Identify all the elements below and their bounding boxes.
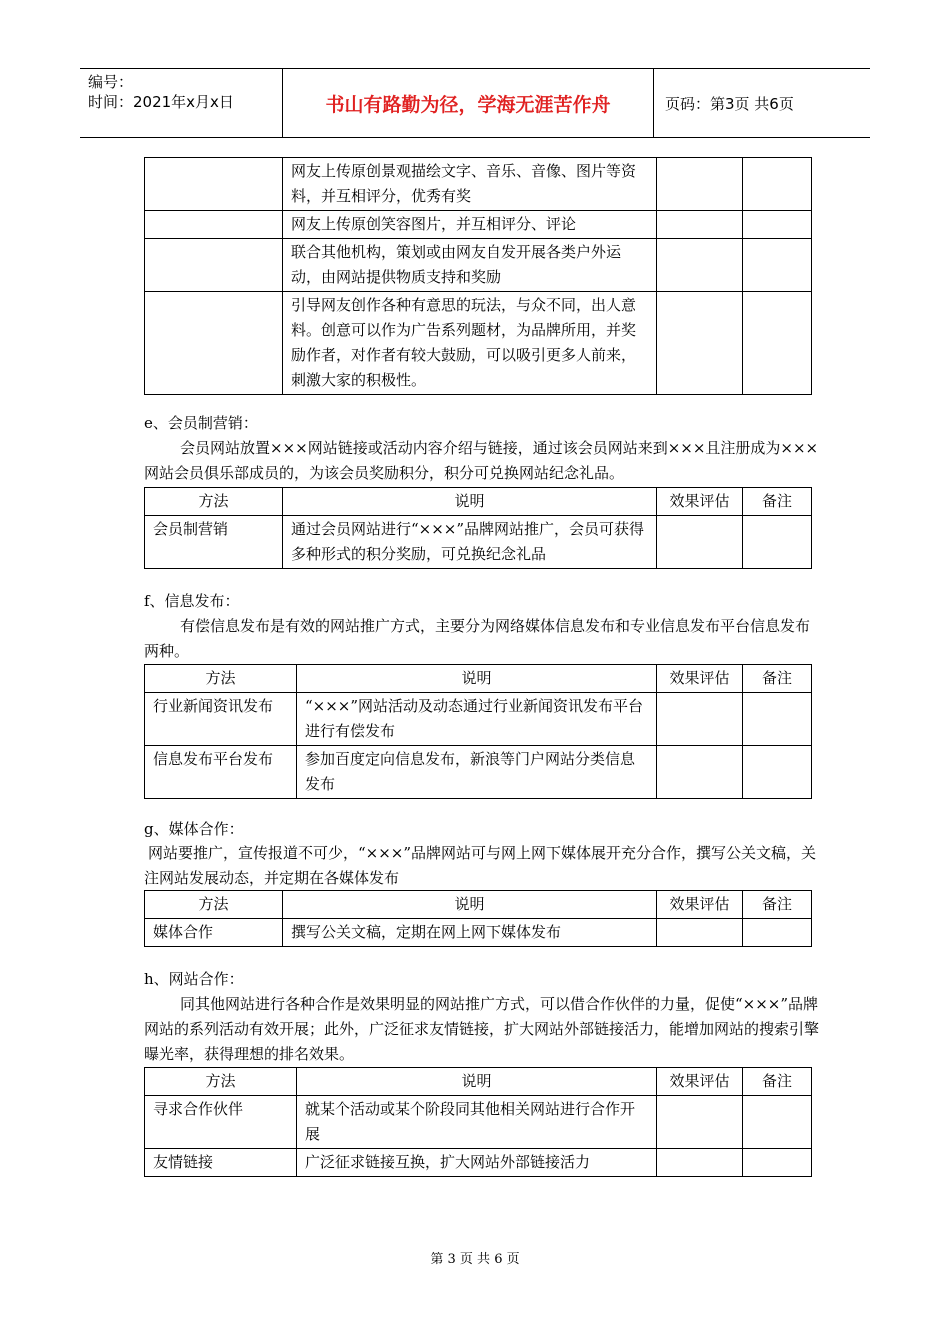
effect-cell: [657, 693, 743, 746]
method-cell: 寻求合作伙伴: [145, 1096, 297, 1149]
effect-cell: [657, 158, 743, 211]
note-cell: [743, 1096, 812, 1149]
table-header-row: [145, 1068, 812, 1096]
table-header-row: [145, 488, 812, 516]
desc-cell: 参加百度定向信息发布，新浪等门户网站分类信息发布: [297, 746, 657, 799]
table-header-row: [145, 891, 812, 919]
method-cell: 友情链接: [145, 1149, 297, 1177]
col-note: 备注: [743, 488, 812, 516]
col-effect: 效果评估: [657, 488, 743, 516]
col-note: 备注: [743, 1068, 812, 1096]
note-cell: [743, 1149, 812, 1177]
effect-cell: [657, 1149, 743, 1177]
table-g: [144, 890, 812, 947]
note-cell: [743, 158, 812, 211]
desc-cell: 网友上传原创笑容图片，并互相评分、评论: [283, 211, 657, 239]
desc-cell: 广泛征求链接互换，扩大网站外部链接活力: [297, 1149, 657, 1177]
method-cell: 会员制营销: [145, 516, 283, 569]
table-row: [145, 211, 812, 239]
header-page-number: 页码：第3页 共6页: [665, 94, 794, 113]
note-cell: [743, 292, 812, 395]
table-e: [144, 487, 812, 569]
desc-cell: 网友上传原创景观描绘文字、音乐、音像、图片等资料，并互相评分，优秀有奖: [283, 158, 657, 211]
method-cell: [145, 211, 283, 239]
desc-cell: “×××”网站活动及动态通过行业新闻资讯发布平台进行有偿发布: [297, 693, 657, 746]
table-row: [145, 1096, 812, 1149]
effect-cell: [657, 919, 743, 947]
col-method: 方法: [145, 488, 283, 516]
time-label: 时间：2021年x月x日: [88, 93, 234, 111]
table-row: [145, 1149, 812, 1177]
method-cell: [145, 292, 283, 395]
section-h-title: h、网站合作：: [144, 970, 244, 988]
note-cell: [743, 239, 812, 292]
desc-cell: 撰写公关文稿，定期在网上网下媒体发布: [283, 919, 657, 947]
effect-cell: [657, 292, 743, 395]
method-cell: [145, 158, 283, 211]
number-label: 编号：: [88, 73, 134, 91]
section-f-title: f、信息发布：: [144, 592, 240, 610]
note-cell: [743, 211, 812, 239]
method-cell: [145, 239, 283, 292]
table-row: [145, 292, 812, 395]
effect-cell: [657, 746, 743, 799]
section-e-title: e、会员制营销：: [144, 414, 258, 432]
col-method: 方法: [145, 1068, 297, 1096]
col-desc: 说明: [283, 891, 657, 919]
table-f: [144, 664, 812, 799]
note-cell: [743, 693, 812, 746]
note-cell: [743, 746, 812, 799]
col-desc: 说明: [297, 1068, 657, 1096]
table-header-row: [145, 665, 812, 693]
col-note: 备注: [743, 891, 812, 919]
table-row: [145, 746, 812, 799]
table-row: [145, 158, 812, 211]
note-cell: [743, 516, 812, 569]
desc-cell: 就某个活动或某个阶段同其他相关网站进行合作开展: [297, 1096, 657, 1149]
col-note: 备注: [743, 665, 812, 693]
method-cell: 信息发布平台发布: [145, 746, 297, 799]
header-motto: 书山有路勤为径，学海无涯苦作舟: [283, 69, 654, 137]
col-method: 方法: [145, 891, 283, 919]
col-method: 方法: [145, 665, 297, 693]
table-row: [145, 693, 812, 746]
note-cell: [743, 919, 812, 947]
section-g-text: 网站要推广，宣传报道不可少，“×××”品牌网站可与网上网下媒体展开充分合作，撰写公关文稿，关注网站发展动态，并定期在各媒体发布: [144, 844, 817, 887]
table-top: [144, 157, 812, 395]
col-desc: 说明: [297, 665, 657, 693]
section-h-text: 同其他网站进行各种合作是效果明显的网站推广方式，可以借合作伙伴的力量，促使“×××”品牌网站的系列活动有效开展；此外，广泛征求友情链接，扩大网站外部链接活力，能增加网站的搜索引擎曝光率，获得理想的排名效果。: [144, 995, 820, 1063]
page-footer: 第 3 页 共 6 页: [430, 1252, 520, 1267]
table-row: [145, 239, 812, 292]
table-h: [144, 1067, 812, 1177]
section-e-text: 会员网站放置×××网站链接或活动内容介绍与链接，通过该会员网站来到×××且注册成为×××网站会员俱乐部成员的，为该会员奖励积分，积分可兑换网站纪念礼品。: [144, 439, 819, 482]
effect-cell: [657, 516, 743, 569]
desc-cell: 引导网友创作各种有意思的玩法，与众不同，出人意料。创意可以作为广告系列题材，为品牌所用，并奖励作者，对作者有较大鼓励，可以吸引更多人前来，刺激大家的积极性。: [283, 292, 657, 395]
col-desc: 说明: [283, 488, 657, 516]
page-header: [80, 68, 870, 138]
effect-cell: [657, 211, 743, 239]
effect-cell: [657, 1096, 743, 1149]
table-row: [145, 919, 812, 947]
table-row: [145, 516, 812, 569]
section-g-title: g、媒体合作：: [144, 820, 244, 838]
header-meta: [80, 69, 283, 137]
method-cell: 媒体合作: [145, 919, 283, 947]
col-effect: 效果评估: [657, 665, 743, 693]
section-f-text: 有偿信息发布是有效的网站推广方式，主要分为网络媒体信息发布和专业信息发布平台信息发布两种。: [144, 617, 811, 660]
col-effect: 效果评估: [657, 891, 743, 919]
desc-cell: 通过会员网站进行“×××”品牌网站推广，会员可获得多种形式的积分奖励，可兑换纪念礼品: [283, 516, 657, 569]
col-effect: 效果评估: [657, 1068, 743, 1096]
effect-cell: [657, 239, 743, 292]
method-cell: 行业新闻资讯发布: [145, 693, 297, 746]
desc-cell: 联合其他机构，策划或由网友自发开展各类户外运动，由网站提供物质支持和奖励: [283, 239, 657, 292]
